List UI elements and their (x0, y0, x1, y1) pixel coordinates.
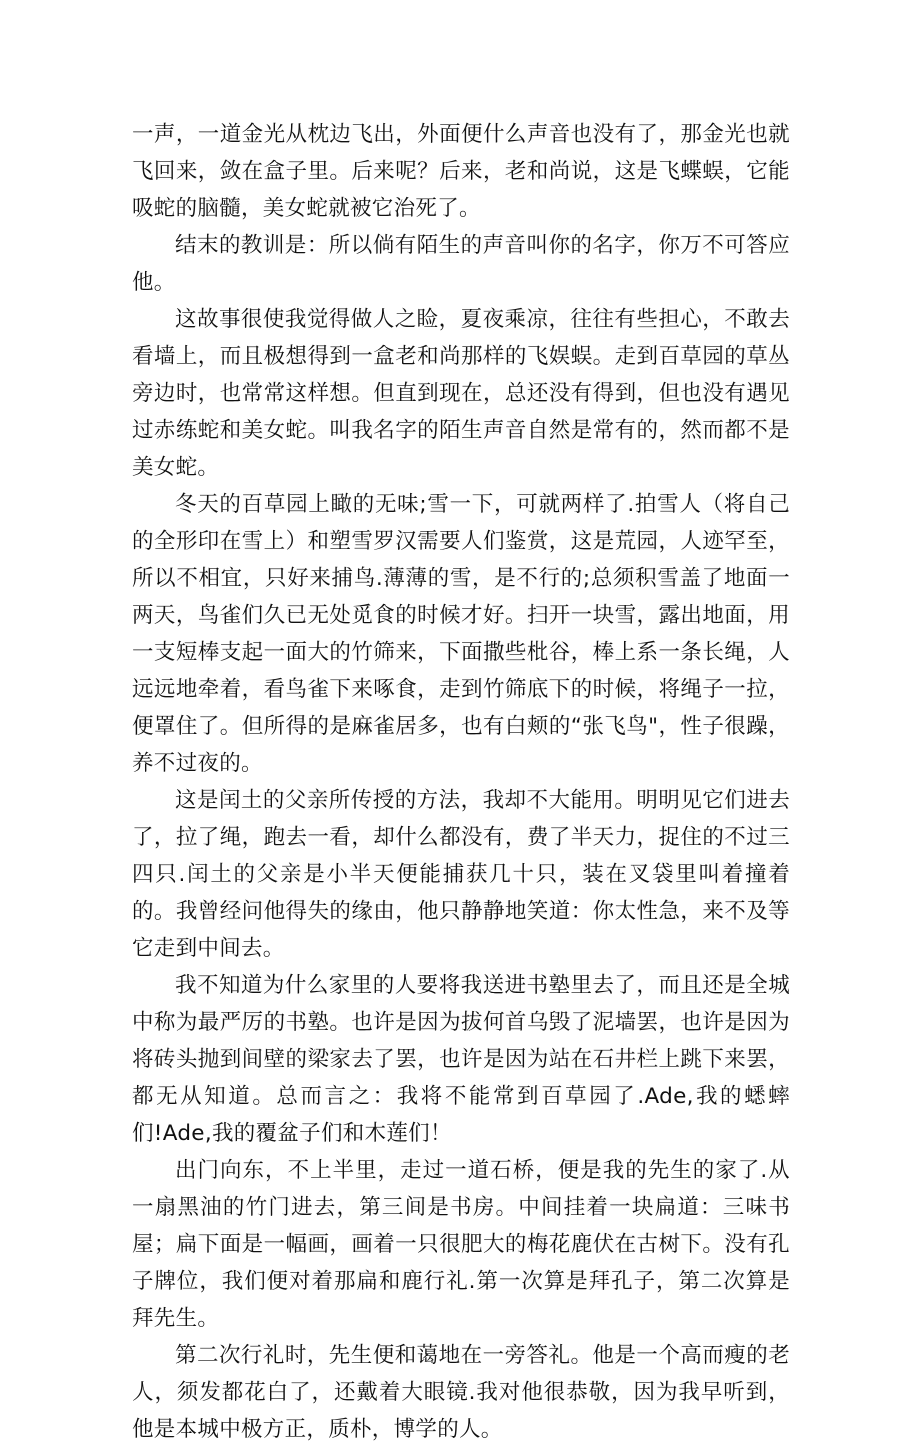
paragraph-8: 第二次行礼时，先生便和蔼地在一旁答礼。他是一个高而瘦的老人，须发都花白了，还戴着大眼镜.我对他很恭敬，因为我早听到，他是本城中极方正，质朴，博学的人。 (132, 1343, 790, 1442)
paragraph-3: 这故事很使我觉得做人之睑，夏夜乘凉，往往有些担心，不敢去看墙上，而且极想得到一盒老和尚那样的飞娱蜈。走到百草园的草丛旁边时，也常常这样想。但直到现在，总还没有得到，但也没有遇见过赤练蛇和美女蛇。叫我名字的陌生声音自然是常有的，然而都不是美女蛇。 (132, 307, 790, 480)
paragraph-2: 结末的教训是：所以倘有陌生的声音叫你的名字，你万不可答应他。 (132, 233, 790, 295)
paragraph-4: 冬天的百草园上瞰的无味;雪一下，可就两样了.拍雪人（将自己的全形印在雪上）和塑雪罗汉需要人们鉴赏，这是荒园，人迹罕至，所以不相宜，只好来捕鸟.薄薄的雪，是不行的;总须积雪盖了地面一两天，鸟雀们久已无处觅食的时候才好。扫开一块雪，露出地面，用一支短棒支起一面大的竹筛来，下面撒些枇谷，棒上系一条长绳，人远远地牵着，看鸟雀下来啄食，走到竹筛底下的时候，将绳子一拉，便罩住了。但所得的是麻雀居多，也有白颊的“张飞鸟"，性子很躁，养不过夜的。 (132, 492, 790, 776)
paragraph-6: 我不知道为什么家里的人要将我送进书塾里去了，而且还是全城中称为最严厉的书塾。也许是因为拔何首乌毁了泥墙罢，也许是因为将砖头抛到间壁的梁家去了罢，也许是因为站在石井栏上跳下来罢，都无从知道。总而言之：我将不能常到百草园了.Ade,我的蟋蟀们!Ade,我的覆盆子们和木莲们！ (132, 973, 790, 1146)
paragraph-7: 出门向东，不上半里，走过一道石桥，便是我的先生的家了.从一扇黑油的竹门进去，第三间是书房。中间挂着一块扁道：三味书屋；扁下面是一幅画，画着一只很肥大的梅花鹿伏在古树下。没有孔子牌位，我们便对着那扁和鹿行礼.第一次算是拜孔子，第二次算是拜先生。 (132, 1158, 790, 1331)
paragraph-1: 一声，一道金光从枕边飞出，外面便什么声音也没有了，那金光也就飞回来，敛在盒子里。后来呢？后来，老和尚说，这是飞蝶蜈，它能吸蛇的脑髓，美女蛇就被它治死了。 (132, 122, 790, 221)
paragraph-5: 这是闰土的父亲所传授的方法，我却不大能用。明明见它们进去了，拉了绳，跑去一看，却什么都没有，费了半天力，捉住的不过三四只.闰土的父亲是小半天便能捕获几十只，装在叉袋里叫着撞着的。我曾经问他得失的缘由，他只静静地笑道：你太性急，来不及等它走到中间去。 (132, 788, 790, 961)
